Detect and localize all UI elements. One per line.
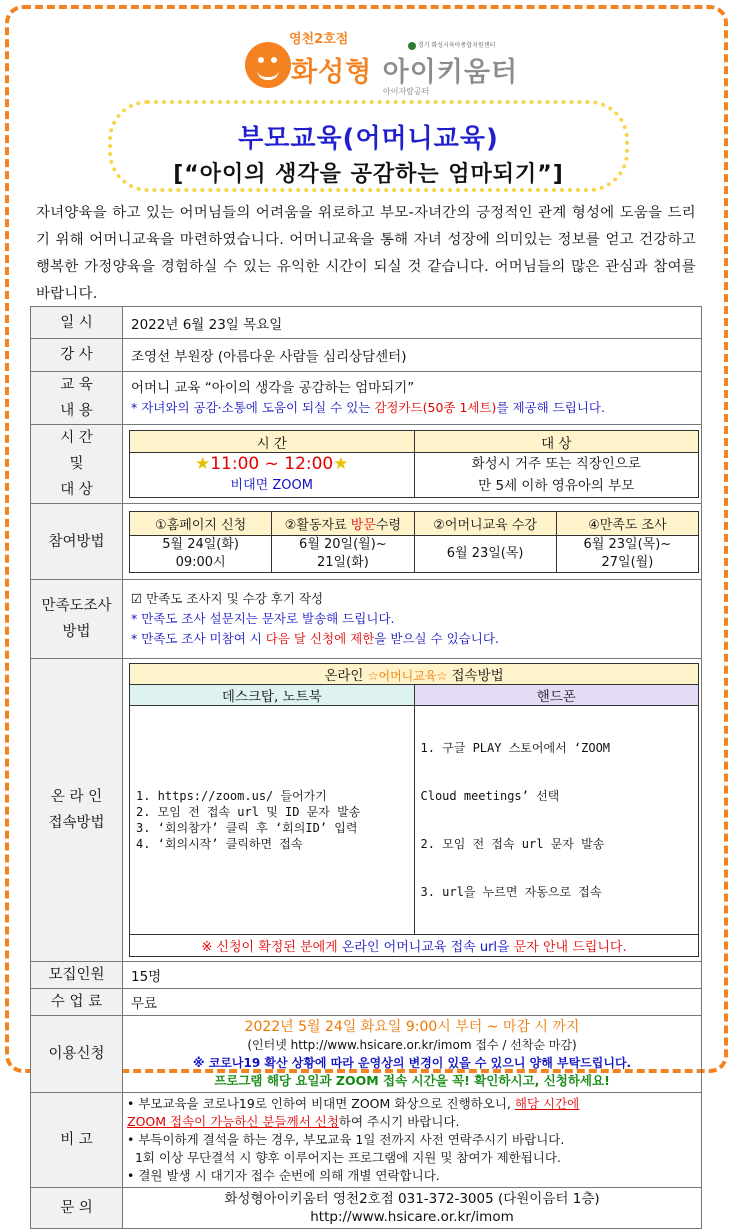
phone-header: 핸드폰 bbox=[414, 685, 699, 706]
step-title: ④만족도 조사 bbox=[556, 511, 698, 535]
star-icon: ★ bbox=[333, 454, 349, 474]
logo-tagline: 아이자람공터 bbox=[383, 87, 430, 96]
online-table bbox=[129, 663, 699, 957]
child-face-icon bbox=[245, 42, 291, 88]
step-title: ②활동자료 방문수령 bbox=[272, 511, 414, 535]
capacity-label: 모집인원 bbox=[31, 962, 123, 989]
logo-branch-text: 영천2호점 bbox=[289, 32, 349, 47]
time-header: 시 간 bbox=[130, 431, 415, 453]
contact-label: 문 의 bbox=[31, 1188, 123, 1229]
step-date: 6월 23일(목) bbox=[414, 535, 556, 572]
logo bbox=[245, 28, 519, 98]
date-value: 2022년 6월 23일 목요일 bbox=[123, 307, 702, 339]
logo-name: 화성형 아이키움터 bbox=[291, 57, 519, 88]
speaker-label: 강 사 bbox=[31, 339, 123, 372]
online-header: 온라인 ☆어머니교육☆ 접속방법 bbox=[130, 664, 699, 685]
contact-link[interactable]: http://www.hsicare.or.kr/imom bbox=[310, 1209, 514, 1225]
fee-label: 수 업 료 bbox=[31, 989, 123, 1016]
time-target-label: 시 간 및 대 상 bbox=[31, 425, 123, 504]
time-target-table bbox=[129, 430, 699, 498]
target-cell: 화성시 거주 또는 직장인으로 만 5세 이하 영유아의 부모 bbox=[414, 453, 699, 498]
title-box bbox=[108, 100, 629, 192]
participation-table bbox=[129, 511, 699, 573]
time-value: 11:00 ~ 12:00 bbox=[210, 454, 334, 474]
survey-value: ☑ 만족도 조사지 및 수강 후기 작성 * 만족도 조사 설문지는 문자로 발송해 드립니다. * 만족도 조사 미참여 시 다음 달 신청에 제한을 받으실 수 있습니다. bbox=[123, 580, 702, 659]
desktop-header: 데스크탑, 노트북 bbox=[130, 685, 415, 706]
content-note: * 자녀와의 공감·소통에 도움이 되실 수 있는 감정카드(50종 1세트)를 제공해 드립니다. bbox=[131, 400, 605, 415]
step-title: ②어머니교육 수강 bbox=[414, 511, 556, 535]
desktop-steps: 1. https://zoom.us/ 들어가기 2. 모임 전 접속 url 및 ID 문자 발송 3. ‘회의참가’ 클릭 후 ‘회의ID’ 입력 4. ‘회의시작’ 클릭하면 접속 bbox=[130, 706, 415, 935]
time-mode: 비대면 ZOOM bbox=[230, 478, 313, 493]
participation-label: 참여방법 bbox=[31, 504, 123, 580]
contact-value: 화성형아이키움터 영천2호점 031-372-3005 (다원이음터 1층) http://www.hsicare.or.kr/imom bbox=[123, 1188, 702, 1229]
online-notice: ※ 신청이 확정된 분에게 온라인 어머니교육 접속 url을 문자 안내 드립니다. bbox=[130, 935, 699, 957]
apply-value: 2022년 5월 24일 화요일 9:00시 부터 ~ 마감 시 까지 (인터넷 http://www.hsicare.or.kr/imom 접수 / 선착순 마감) ※ 코로나19 확산 상황에 따라 운영상의 변경이 있을 수 있으니 양해 부탁드립니다. 프로그램 해당 요일과 ZOOM 접속 시간을 꼭! 확인하시고, 신청하세요! bbox=[123, 1016, 702, 1093]
page-subtitle: [“아이의 생각을 공감하는 엄마되기”] bbox=[173, 162, 564, 187]
content-line: 어머니 교육 “아이의 생각을 공감하는 엄마되기” bbox=[131, 380, 415, 396]
capacity-value: 15명 bbox=[123, 962, 702, 989]
remarks-label: 비 고 bbox=[31, 1093, 123, 1188]
star-icon: ★ bbox=[194, 454, 211, 474]
date-label: 일 시 bbox=[31, 307, 123, 339]
step-date: 6월 20일(월)~ 21일(화) bbox=[272, 535, 414, 572]
apply-label: 이용신청 bbox=[31, 1016, 123, 1093]
intro-paragraph: 자녀양육을 하고 있는 어머님들의 어려움을 위로하고 부모-자녀간의 긍정적인 관계 형성에 도움을 드리기 위해 어머니교육을 마련하였습니다. 어머니교육을 통해 자녀 성장에 의미있는 정보를 얻고 건강하고 행복한 가정양육을 경험하실 수 있는 유익한 시간이 되실 것 같습니다. 어머님들의 많은 관심과 참여를 바랍니다. bbox=[36, 205, 696, 302]
online-label: 온 라 인 접속방법 bbox=[31, 659, 123, 962]
time-cell bbox=[130, 453, 415, 498]
speaker-value: 조영선 부원장 (아름다운 사람들 심리상담센터) bbox=[123, 339, 702, 372]
fee-value: 무료 bbox=[123, 989, 702, 1016]
target-header: 대 상 bbox=[414, 431, 699, 453]
step-title: ①홈페이지 신청 bbox=[130, 511, 272, 535]
survey-label: 만족도조사 방법 bbox=[31, 580, 123, 659]
step-date: 6월 23일(목)~ 27일(월) bbox=[556, 535, 698, 572]
content-value bbox=[123, 372, 702, 425]
step-date: 5월 24일(화) 09:00시 bbox=[130, 535, 272, 572]
remarks-value: • 부모교육을 코로나19로 인하여 비대면 ZOOM 화상으로 진행하오니, 해당 시간에 ZOOM 접속이 가능하신 분들께서 신청하여 주시기 바랍니다. • 부득이하게 결석을 하는 경우, 부모교육 1일 전까지 사전 연락주시기 바랍니다. 1회 이상 무단결석 시 향후 이루어지는 프로그램에 지원 및 참여가 제한됩니다. • 결원 발생 시 대기자 접수 순번에 의해 개별 연락합니다. bbox=[123, 1093, 702, 1188]
partner-logo: 경기 화성시육아종합지원센터 bbox=[408, 40, 495, 50]
info-table bbox=[30, 306, 702, 1229]
content-label: 교 육 내 용 bbox=[31, 372, 123, 425]
page-title: 부모교육(어머니교육) bbox=[238, 124, 499, 154]
phone-steps: 1. 구글 PLAY 스토어에서 ‘ZOOM Cloud meetings’ 선택 2. 모임 전 접속 url 문자 발송 3. url을 누르면 자동으로 접속 bbox=[414, 706, 699, 935]
partner-logo-icon bbox=[408, 42, 416, 50]
